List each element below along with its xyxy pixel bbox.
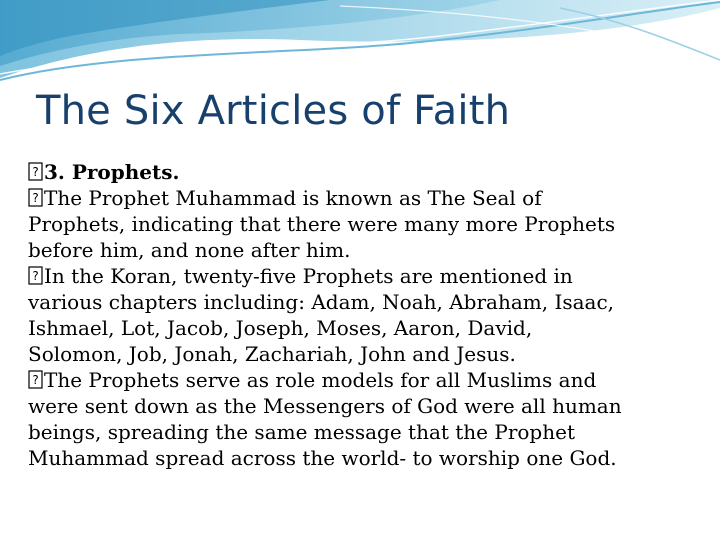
paragraph-line: The Prophet Muhammad is known as The Seal of bbox=[44, 186, 542, 210]
paragraph-line: Prophets, indicating that there were many more Prophets bbox=[28, 212, 616, 236]
paragraph-line: Ishmael, Lot, Jacob, Joseph, Moses, Aaron, David, bbox=[28, 316, 533, 340]
paragraph-line: various chapters including: Adam, Noah, Abraham, Isaac, bbox=[28, 290, 615, 314]
paragraph-line: The Prophets serve as role models for all Muslims and bbox=[44, 368, 597, 392]
section-heading: 3. Prophets. bbox=[44, 160, 180, 184]
replacement-glyph-icon bbox=[28, 188, 43, 207]
paragraph-line: before him, and none after him. bbox=[28, 238, 351, 262]
paragraph-line: beings, spreading the same message that the Prophet bbox=[28, 420, 575, 444]
bullet-paragraph-3 bbox=[28, 367, 688, 471]
paragraph-line: Solomon, Job, Jonah, Zachariah, John and Jesus. bbox=[28, 342, 516, 366]
paragraph-line: In the Koran, twenty-five Prophets are mentioned in bbox=[44, 264, 573, 288]
paragraph-line: were sent down as the Messengers of God were all human bbox=[28, 394, 622, 418]
replacement-glyph-icon bbox=[28, 370, 43, 389]
svg-text:?: ? bbox=[32, 269, 39, 283]
replacement-glyph-icon bbox=[28, 162, 43, 181]
svg-text:?: ? bbox=[32, 191, 39, 205]
replacement-glyph-icon bbox=[28, 266, 43, 285]
slide-title: The Six Articles of Faith bbox=[36, 88, 511, 134]
svg-text:?: ? bbox=[32, 165, 39, 179]
heading-item bbox=[28, 159, 688, 185]
svg-text:?: ? bbox=[32, 373, 39, 387]
paragraph-line: Muhammad spread across the world- to worship one God. bbox=[28, 446, 617, 470]
bullet-paragraph-2 bbox=[28, 263, 688, 367]
header-wave-decoration bbox=[0, 0, 720, 90]
slide-body bbox=[28, 159, 688, 471]
bullet-paragraph-1 bbox=[28, 185, 688, 263]
